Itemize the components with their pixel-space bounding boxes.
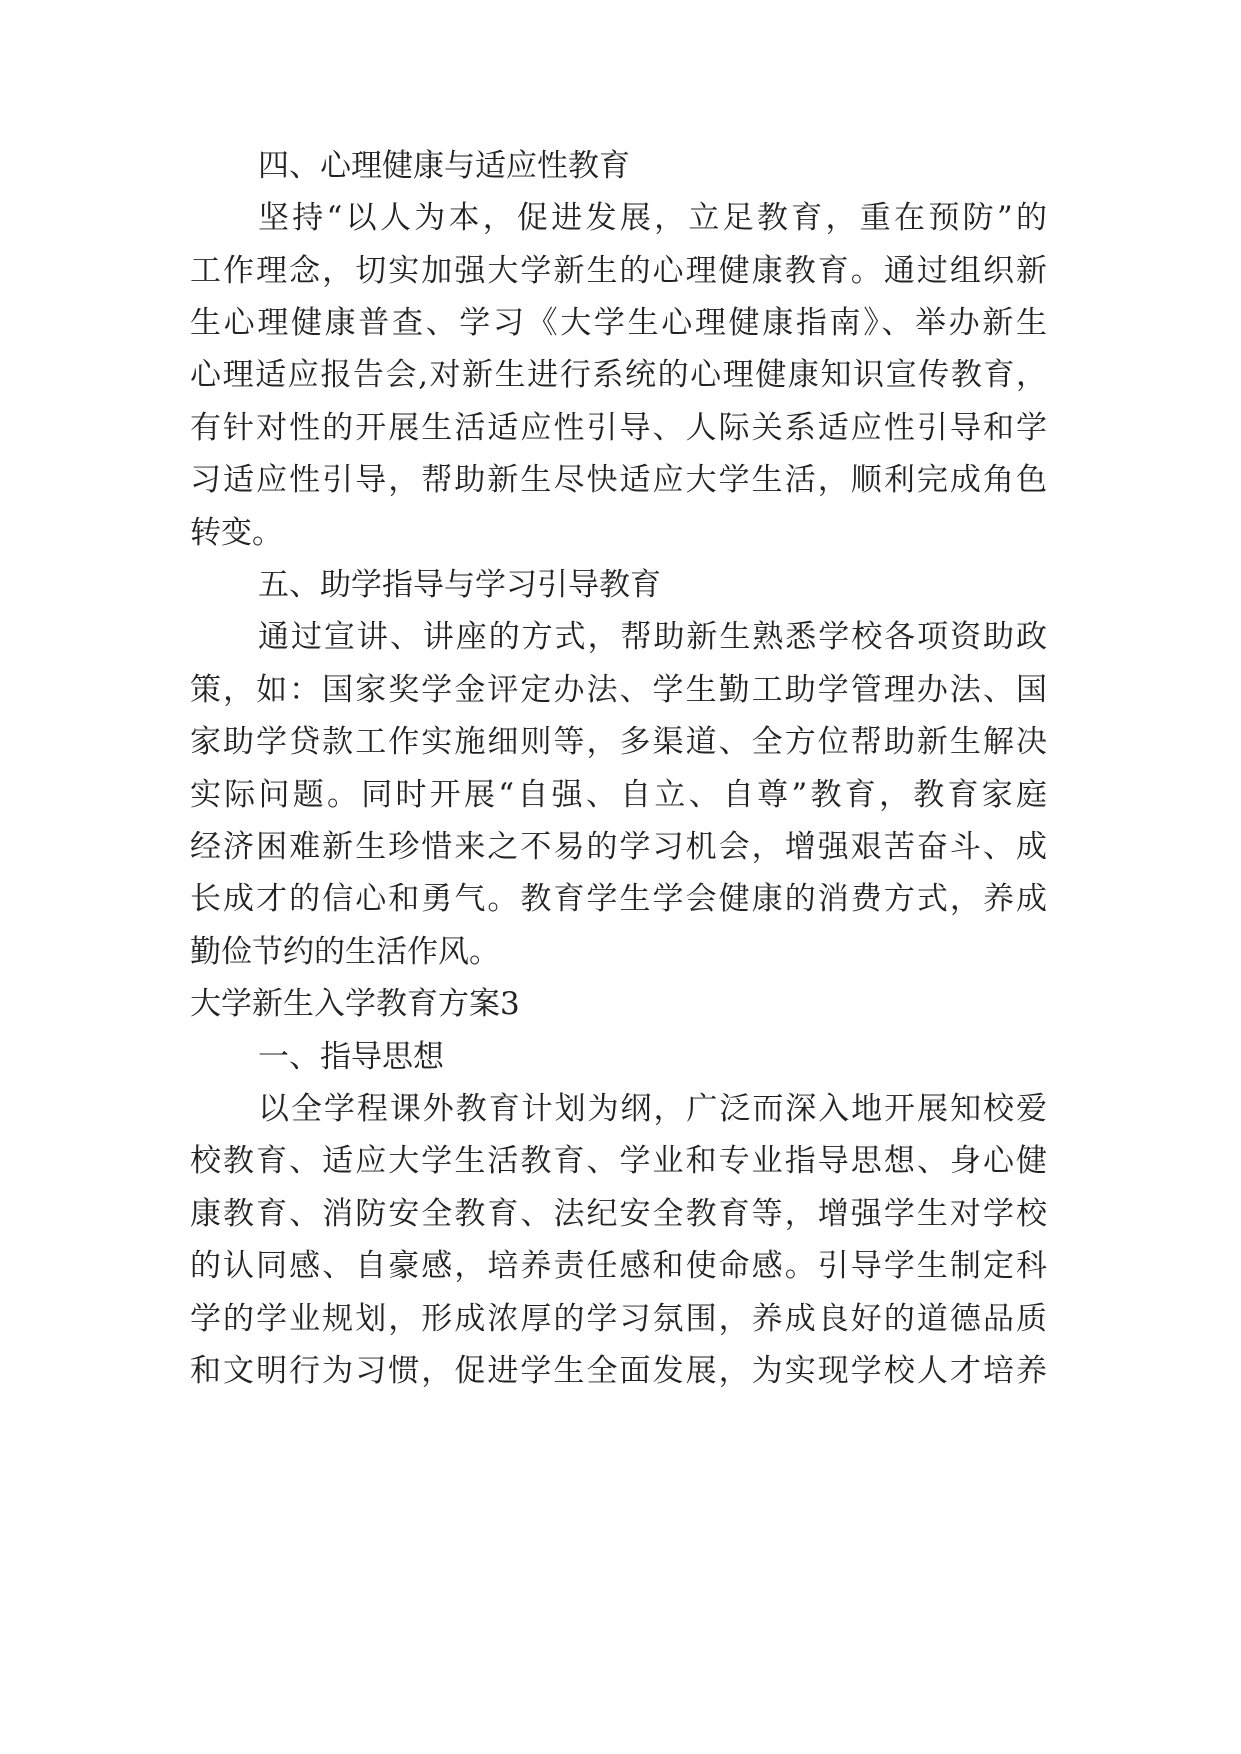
paragraph-line: 习适应性引导，帮助新生尽快适应大学生活，顺利完成角色 <box>190 462 1047 498</box>
paragraph-line: 心理适应报告会,对新生进行系统的心理健康知识宣传教育， <box>190 357 1047 393</box>
paragraph-line: 生心理健康普查、学习《大学生心理健康指南》、举办新生 <box>190 305 1047 341</box>
paragraph-line: 策，如：国家奖学金评定办法、学生勤工助学管理办法、国 <box>190 672 1047 708</box>
paragraph-line: 家助学贷款工作实施细则等，多渠道、全方位帮助新生解决 <box>190 724 1047 760</box>
section-4-heading: 四、心理健康与适应性教育 <box>258 148 630 184</box>
plan-3-section-1-heading: 一、指导思想 <box>258 1039 444 1075</box>
paragraph-line: 校教育、适应大学生活教育、学业和专业指导思想、身心健 <box>190 1143 1047 1179</box>
paragraph-line: 实际问题。同时开展“自强、自立、自尊”教育，教育家庭 <box>190 777 1047 813</box>
paragraph-line: 和文明行为习惯，促进学生全面发展，为实现学校人才培养 <box>190 1353 1047 1389</box>
paragraph-line: 有针对性的开展生活适应性引导、人际关系适应性引导和学 <box>190 410 1047 446</box>
paragraph-line: 康教育、消防安全教育、法纪安全教育等，增强学生对学校 <box>190 1196 1047 1232</box>
paragraph-line: 长成才的信心和勇气。教育学生学会健康的消费方式，养成 <box>190 881 1047 917</box>
paragraph-line: 通过宣讲、讲座的方式，帮助新生熟悉学校各项资助政 <box>258 619 1047 655</box>
paragraph-line: 工作理念，切实加强大学新生的心理健康教育。通过组织新 <box>190 253 1047 289</box>
paragraph-line: 坚持“以人为本，促进发展，立足教育，重在预防”的 <box>258 200 1047 236</box>
paragraph-line: 以全学程课外教育计划为纲，广泛而深入地开展知校爱 <box>258 1091 1047 1127</box>
plan-3-title: 大学新生入学教育方案3 <box>190 986 520 1022</box>
paragraph-line: 转变。 <box>190 515 283 551</box>
paragraph-line: 勤俭节约的生活作风。 <box>190 934 500 970</box>
section-5-heading: 五、助学指导与学习引导教育 <box>258 567 661 603</box>
paragraph-line: 学的学业规划，形成浓厚的学习氛围，养成良好的道德品质 <box>190 1301 1047 1337</box>
paragraph-line: 的认同感、自豪感，培养责任感和使命感。引导学生制定科 <box>190 1248 1047 1284</box>
paragraph-line: 经济困难新生珍惜来之不易的学习机会，增强艰苦奋斗、成 <box>190 829 1047 865</box>
